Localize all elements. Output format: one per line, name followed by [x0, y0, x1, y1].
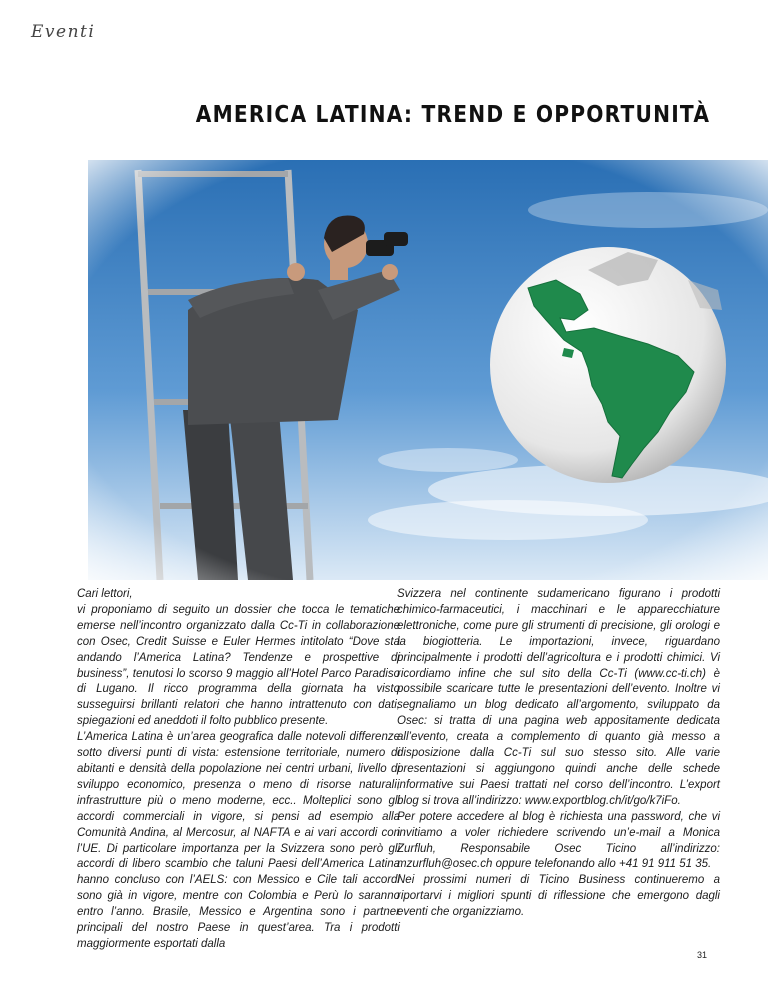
article-column-right — [397, 587, 720, 921]
paragraph: Cari lettori, — [77, 588, 133, 600]
section-label: Eventi — [31, 22, 96, 42]
paragraph: vi proponiamo di seguito un dossier che tocca le tematiche emerse nell’incontro organizzato dalla Cc-Ti in collaborazione con Osec, Credit Suisse e Euler Hermes intitolato “Dove sta andando l’America Latina? Tendenze e prospettive di business”, tenutosi lo scorso 9 maggio all’Hotel Parco Paradiso di Lugano. Il ricco programma della giornata ha visto susseguirsi brillanti relatori che hanno intrattenuto con dati, spiegazioni ed aneddoti il folto pubblico presente. — [77, 603, 400, 728]
hero-image — [88, 160, 768, 580]
paragraph: Per potere accedere al blog è richiesta una password, che vi invitiamo a voler richiedere scrivendo un’e-mail a Monica Zurfluh, Responsabile Osec Ticino all’indirizzo: mzurfluh@osec.ch oppure telefonando allo +41 91 911 51 35. — [397, 810, 720, 871]
paragraph: Svizzera nel continente sudamericano figurano i prodotti chimico-farmaceutici, i macchinari e le apparecchiature elettroniche, come pure gli strumenti di precisione, gli orologi e la biogiotteria. Le importazioni, invece, riguardano principalmente i prodotti dell’agricoltura e i prodotti chimici. Vi ricordiamo infine che sul sito della Cc-Ti (www.cc-ti.ch) è possibile scaricare tutte le presentazioni dell’evento. Inoltre vi segnaliamo un blog dedicato all’argomento, sviluppato da Osec: si tratta di una pagina web appositamente dedicata all’evento, creata a complemento di quanto già messo a disposizione dalla Cc-Ti sul suo stesso sito. Alle varie presentazioni si aggiungono quindi anche delle schede informative sui Paesi trattati nel corso dell’incontro. L’export blog si trova all’indirizzo: www.exportblog.ch/it/go/k7iFo. — [397, 588, 720, 807]
paragraph: Nei prossimi numeri di Ticino Business continueremo a riportarvi i migliori spunti di riflessione che emergono dagli eventi che organizziamo. — [397, 874, 720, 919]
article-column-left — [77, 587, 400, 953]
paragraph: L’America Latina è un’area geografica dalle notevoli differenze sotto diversi punti di vista: estensione territoriale, numero di abitanti e densità della popolazione nei centri urbani, livello di sviluppo economico, presenza o meno di risorse naturali, infrastrutture più o meno moderne, ecc.. Molteplici sono gli accordi commerciali in vigore, si pensi ad esempio alla Comunità Andina, al Mercosur, al NAFTA e ai vari accordi con l’UE. Di particolare importanza per la Svizzera sono però gli accordi di libero scambio che taluni Paesi dell’America Latina hanno concluso con l’AELS: con Messico e Cile tali accordi sono già in vigore, mentre con Colombia e Perù lo saranno entro l’anno. Brasile, Messico e Argentina sono i partner principali del nostro Paese in quest’area. Tra i prodotti maggiormente esportati dalla — [77, 731, 400, 950]
page-number: 31 — [696, 950, 707, 960]
page-title: AMERICA LATINA: TREND E OPPORTUNITÀ — [195, 100, 710, 128]
